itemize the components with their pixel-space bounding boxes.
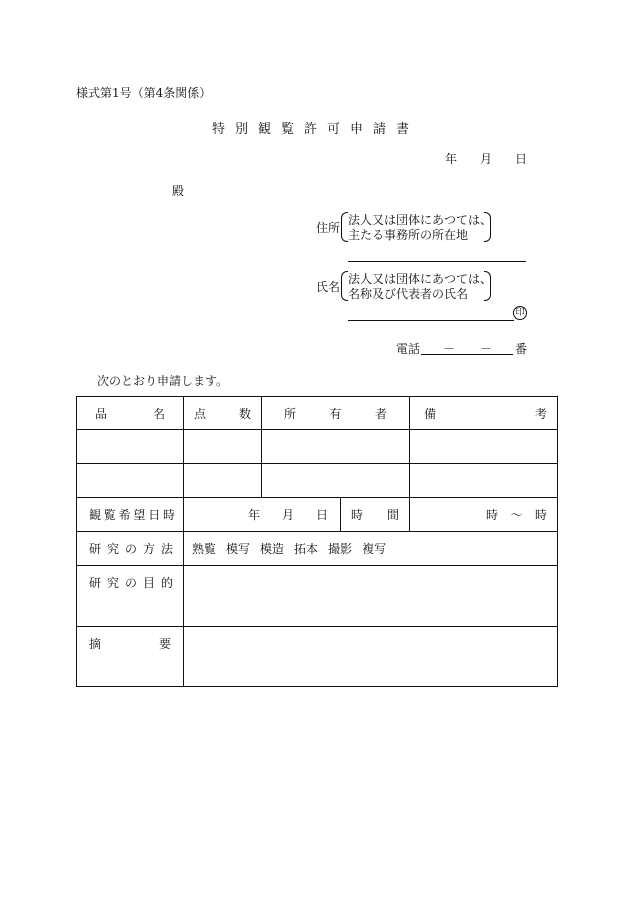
owner-cell[interactable] bbox=[262, 430, 410, 464]
method-option[interactable]: 撮影 bbox=[328, 542, 353, 556]
method-options bbox=[184, 532, 558, 566]
header-quantity: 点 数 bbox=[184, 397, 262, 430]
intro-text: 次のとおり申請します。 bbox=[97, 374, 229, 388]
table-row bbox=[77, 430, 558, 464]
phone-suffix: 番 bbox=[515, 342, 528, 356]
name-paren-right bbox=[484, 271, 491, 301]
purpose-row bbox=[77, 566, 558, 627]
viewing-date-row bbox=[77, 498, 558, 532]
quantity-cell[interactable] bbox=[184, 430, 262, 464]
remarks-cell[interactable] bbox=[410, 464, 558, 498]
method-option[interactable]: 複写 bbox=[362, 542, 387, 556]
address-label: 住所 bbox=[316, 221, 341, 235]
addressee-suffix: 殿 bbox=[172, 184, 185, 198]
name-label: 氏名 bbox=[316, 280, 341, 294]
address-paren-left bbox=[341, 212, 348, 242]
method-label: 研 究 の 方 法 bbox=[77, 532, 184, 566]
viewing-date-label: 観 覧 希 望 日 時 bbox=[77, 498, 184, 532]
item-name-cell[interactable] bbox=[77, 464, 184, 498]
item-name-cell[interactable] bbox=[77, 430, 184, 464]
header-item-name: 品 名 bbox=[77, 397, 184, 430]
method-option[interactable]: 熟覧 bbox=[192, 542, 217, 556]
summary-field[interactable] bbox=[184, 627, 558, 687]
phone-dash-2: － bbox=[480, 342, 493, 356]
date-year: 年 bbox=[445, 152, 458, 166]
form-title: 特別観覧許可申請書 bbox=[212, 122, 420, 137]
method-option[interactable]: 拓本 bbox=[294, 542, 319, 556]
name-field-line[interactable] bbox=[348, 320, 514, 321]
application-table bbox=[76, 396, 558, 687]
table-header-row bbox=[77, 397, 558, 430]
name-note-2: 名称及び代表者の氏名 bbox=[348, 287, 469, 301]
method-option[interactable]: 模写 bbox=[226, 542, 251, 556]
header-remarks: 備 考 bbox=[410, 397, 558, 430]
seal-mark: 印 bbox=[513, 306, 527, 320]
time-range[interactable]: 時 ～ 時 bbox=[410, 498, 558, 532]
name-paren-left bbox=[341, 271, 348, 301]
method-row bbox=[77, 532, 558, 566]
purpose-field[interactable] bbox=[184, 566, 558, 627]
purpose-label: 研 究 の 目 的 bbox=[77, 566, 184, 627]
table-row bbox=[77, 464, 558, 498]
phone-dash-1: － bbox=[443, 342, 456, 356]
owner-cell[interactable] bbox=[262, 464, 410, 498]
quantity-cell[interactable] bbox=[184, 464, 262, 498]
summary-row bbox=[77, 627, 558, 687]
method-option[interactable]: 模造 bbox=[260, 542, 285, 556]
time-label: 時 間 bbox=[341, 498, 410, 532]
viewing-date-value[interactable]: 年 月 日 bbox=[184, 498, 341, 532]
name-note-1: 法人又は団体にあつては、 bbox=[348, 272, 493, 286]
summary-label: 摘 要 bbox=[77, 627, 184, 687]
date-month: 月 bbox=[480, 152, 493, 166]
form-number: 様式第1号（第4条関係） bbox=[76, 86, 212, 100]
address-paren-right bbox=[484, 212, 491, 242]
address-note-2: 主たる事務所の所在地 bbox=[348, 228, 469, 242]
date-day: 日 bbox=[515, 152, 528, 166]
address-field-line[interactable] bbox=[348, 261, 526, 262]
header-owner: 所 有 者 bbox=[262, 397, 410, 430]
address-note-1: 法人又は団体にあつては、 bbox=[348, 213, 493, 227]
phone-label: 電話 bbox=[396, 342, 421, 356]
phone-field-line[interactable] bbox=[421, 354, 513, 355]
remarks-cell[interactable] bbox=[410, 430, 558, 464]
